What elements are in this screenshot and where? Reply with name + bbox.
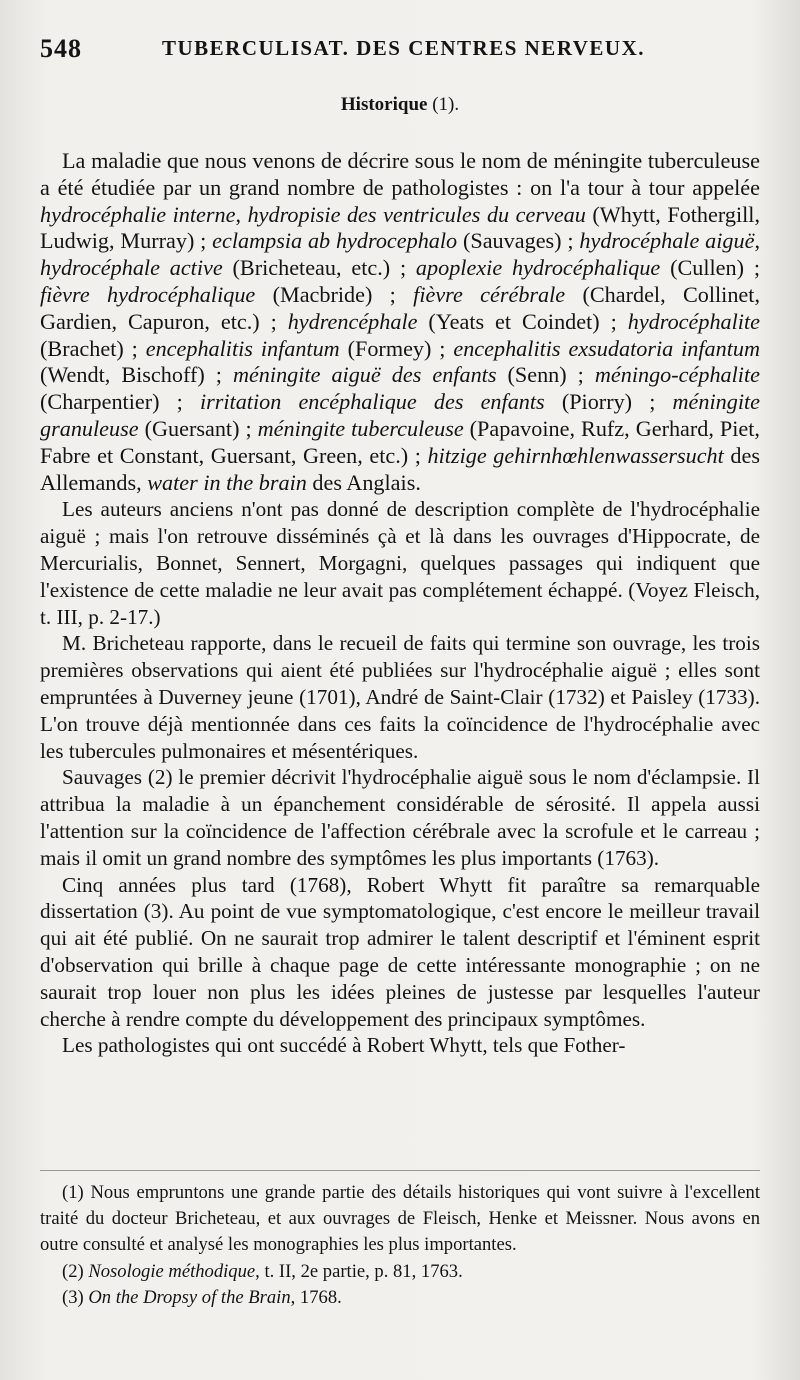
footnote-number: (3) xyxy=(62,1286,89,1308)
section-title: Historique xyxy=(340,94,428,115)
running-title: TUBERCULISAT. DES CENTRES NERVEUX. xyxy=(162,36,645,60)
section-heading xyxy=(0,94,800,116)
footnote-1: (1) Nous empruntons une grande partie des détails historiques qui vont suivre à l'excellent traité du docteur Bricheteau, et aux ouvrages de Fleisch, Henke et Meissner. Nous avons en outre consulté et analysé les monographies les plus importantes. xyxy=(40,1182,760,1256)
italic-term: encephalitis exsudatoria infantum xyxy=(453,335,761,361)
italic-term: hydrocéphale aiguë xyxy=(579,228,755,254)
italic-term: méningite granuleuse xyxy=(40,389,761,441)
italic-term: hydrocéphalite xyxy=(627,308,760,334)
citation-detail: , 1768. xyxy=(290,1286,342,1308)
footnote-2 xyxy=(40,1259,760,1285)
cited-title: On the Dropsy of the Brain xyxy=(88,1286,291,1308)
italic-term: water in the brain xyxy=(147,469,307,495)
italic-term: eclampsia ab hydrocephalo xyxy=(212,228,458,254)
footnote-3 xyxy=(40,1285,760,1311)
italic-term: encephalitis infantum xyxy=(145,335,340,361)
italic-term: méningite tuberculeuse xyxy=(257,415,464,441)
text-run: (Brachet) ; xyxy=(40,335,146,361)
text-run: (Wendt, Bischoff) ; xyxy=(40,362,233,388)
italic-term: méningo-céphalite xyxy=(594,362,760,388)
paragraph-2: Les auteurs anciens n'ont pas donné de description complète de l'hydrocéphalie aiguë ; mais l'on retrouve disséminés çà et là dans les ouvrages d'Hippocrate, de Mercurialis, Bonnet, Sennert, Morgagni, quelques passages qui indiquent que l'existence de cette maladie ne leur avait pas complétement échappé. (Voyez Fleisch, t. III, p. 2-17.) xyxy=(40,497,760,629)
italic-term: fièvre hydrocéphalique xyxy=(40,281,256,307)
footnote-reference: (1). xyxy=(432,94,460,115)
footnote-divider xyxy=(40,1170,760,1171)
text-run: (Charpentier) ; xyxy=(40,389,200,415)
paragraph-4: Sauvages (2) le premier décrivit l'hydrocéphalie aiguë sous le nom d'éclampsie. Il attribua la maladie à un épanchement considérable de sérosité. Il appela aussi l'attention sur la coïncidence de l'affection cérébrale avec la scrofule et le carreau ; mais il omit un grand nombre des symptômes les plus importants (1763). xyxy=(40,765,760,870)
text-run: des Allemands, xyxy=(40,442,760,495)
text-run: (Papavoine, Rufz, Gerhard, Piet, Fabre et Constant, Guersant, Green, etc.) ; xyxy=(40,415,760,468)
paragraph-1 xyxy=(40,148,760,496)
body-text xyxy=(40,148,760,1059)
text-run: (Guersant) ; xyxy=(138,415,258,441)
cited-title: Nosologie méthodique xyxy=(88,1260,256,1282)
text-run: (Whytt, Fothergill, Ludwig, Murray) ; xyxy=(40,201,760,254)
text-run: (Piorry) ; xyxy=(544,389,673,415)
italic-term: fièvre cérébrale xyxy=(413,281,566,307)
italic-term: hitzige gehirnhœhlenwassersucht xyxy=(427,442,724,468)
text-run: (Chardel, Collinet, Gardien, Capuron, etc.) ; xyxy=(40,281,760,334)
italic-term: hydrencéphale xyxy=(287,308,418,334)
footnote-number: (2) xyxy=(62,1260,89,1282)
paragraph-5: Cinq années plus tard (1768), Robert Whytt fit paraître sa remarquable dissertation (3). Au point de vue symptomatologique, c'est encore le meilleur travail qui ait été publié. On ne saurait trop admirer le talent descriptif et l'éminent esprit d'observation qui brille à chaque page de cette intéressante monographie ; on ne saurait trop louer non plus les idées pleines de justesse par lesquelles l'auteur cherche à rendre compte du développement des principaux symptômes. xyxy=(40,872,760,1031)
paragraph-3: M. Bricheteau rapporte, dans le recueil de faits qui termine son ouvrage, les trois premières observations qui aient été publiées sur l'hydrocéphalie aiguë ; elles sont empruntées à Duverney jeune (1701), André de Saint-Clair (1732) et Paisley (1733). L'on trouve déjà mentionnée dans ces faits la coïncidence de l'hydrocéphalie avec les tubercules pulmonaires et mésentériques. xyxy=(40,631,760,763)
paragraph-6: Les pathologistes qui ont succédé à Robert Whytt, tels que Fother- xyxy=(62,1033,626,1058)
text-run: (Cullen) ; xyxy=(660,255,760,281)
text-run: La maladie que nous venons de décrire sous le nom de méningite tuberculeuse a été étudiée par un grand nombre de pathologistes : on l'a tour à tour appelée xyxy=(40,148,760,200)
text-run: , xyxy=(754,228,760,254)
text-run: , xyxy=(235,201,248,227)
text-run: (Bricheteau, etc.) ; xyxy=(222,255,416,281)
italic-term: hydrocéphale active xyxy=(40,255,223,281)
text-run: (Yeats et Coindet) ; xyxy=(417,308,628,334)
italic-term: hydropisie des ventricules du cerveau xyxy=(247,201,586,227)
text-run: (Sauvages) ; xyxy=(457,228,580,254)
text-run: des Anglais. xyxy=(306,469,421,495)
footnotes xyxy=(40,1180,760,1311)
text-run: (Macbride) ; xyxy=(255,281,414,307)
citation-detail: , t. II, 2e partie, p. 81, 1763. xyxy=(255,1260,463,1282)
text-run: (Senn) ; xyxy=(496,362,595,388)
italic-term: apoplexie hydrocéphalique xyxy=(415,255,661,281)
italic-term: méningite aiguë des enfants xyxy=(232,362,497,388)
italic-term: hydrocéphalie interne xyxy=(40,201,236,227)
page-header xyxy=(40,34,760,74)
page-number: 548 xyxy=(40,34,82,63)
text-run: (Formey) ; xyxy=(339,335,454,361)
italic-term: irritation encéphalique des enfants xyxy=(199,389,545,415)
